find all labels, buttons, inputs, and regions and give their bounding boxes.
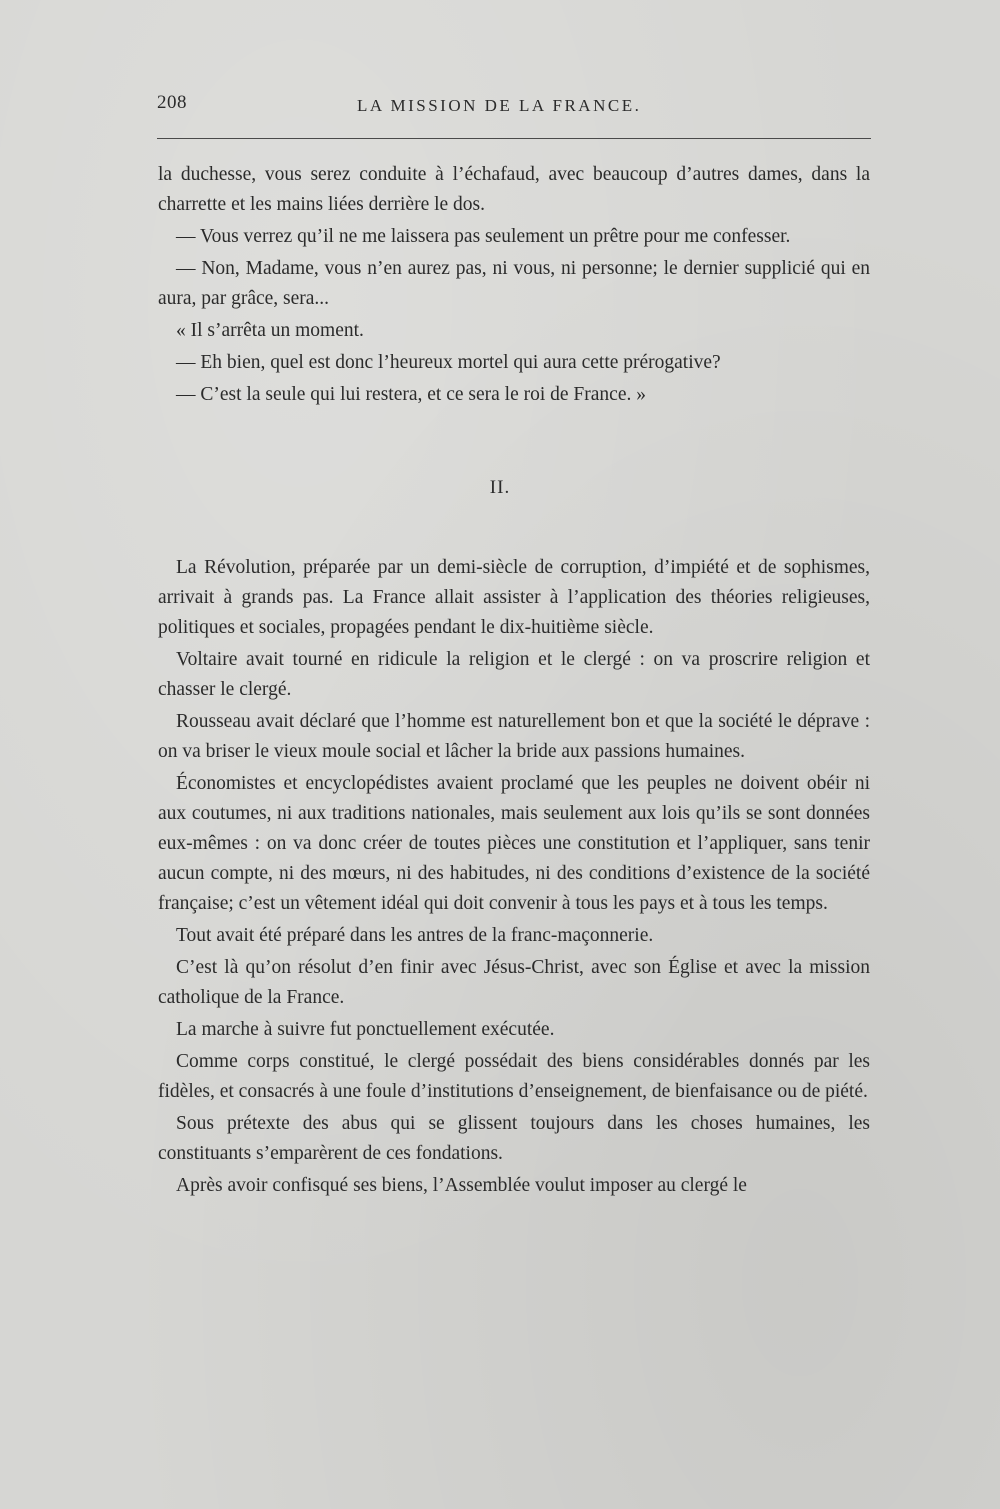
dialogue-paragraph: la duchesse, vous serez conduite à l’échafaud, avec beaucoup d’autres dames, dans la charrette et les mains liées derrière le dos.: [158, 164, 870, 215]
body-paragraph: La marche à suivre fut ponctuellement exécutée.: [176, 1019, 555, 1040]
dialogue-paragraph: — Eh bien, quel est donc l’heureux mortel qui aura cette prérogative?: [176, 352, 721, 373]
body-paragraph: Tout avait été préparé dans les antres de la franc-maçonnerie.: [176, 925, 654, 946]
body-paragraph: C’est là qu’on résolut d’en finir avec Jésus-Christ, avec son Église et avec la mission catholique de la France.: [158, 957, 870, 1008]
body-paragraph: Sous prétexte des abus qui se glissent toujours dans les choses humaines, les constituants s’emparèrent de ces fondations.: [158, 1113, 870, 1164]
body-paragraph: Rousseau avait déclaré que l’homme est naturellement bon et que la société le déprave : on va briser le vieux moule social et lâcher la bride aux passions humaines.: [158, 711, 870, 762]
section-body: [158, 553, 870, 1203]
header-rule: [157, 138, 871, 139]
page-number: 208: [157, 92, 187, 113]
body-paragraph: Après avoir confisqué ses biens, l’Assemblée voulut imposer au clergé le: [176, 1175, 747, 1196]
body-paragraph: Voltaire avait tourné en ridicule la religion et le clergé : on va proscrire religion et chasser le clergé.: [158, 649, 870, 700]
section-heading: II.: [489, 477, 511, 498]
dialogue-paragraph: — Vous verrez qu’il ne me laissera pas seulement un prêtre pour me confesser.: [176, 226, 791, 247]
running-title: LA MISSION DE LA FRANCE.: [357, 96, 642, 115]
dialogue-paragraph: — C’est la seule qui lui restera, et ce sera le roi de France. »: [176, 384, 646, 405]
dialogue-paragraph: — Non, Madame, vous n’en aurez pas, ni vous, ni personne; le dernier supplicié qui en aura, par grâce, sera...: [158, 258, 870, 309]
dialogue-paragraph: « Il s’arrêta un moment.: [176, 320, 364, 341]
page-header: [157, 92, 871, 122]
body-paragraph: Économistes et encyclopédistes avaient proclamé que les peuples ne doivent obéir ni aux coutumes, ni aux traditions nationales, mais seulement aux lois qu’ils se sont données eux-mêmes : on va donc créer de toutes pièces une constitution et l’appliquer, sans tenir aucun compte, ni des mœurs, ni des habitudes, ni des conditions d’existence de la société française; c’est un vêtement idéal qui doit convenir à tous les pays et à tous les temps.: [158, 773, 870, 914]
body-paragraph: Comme corps constitué, le clergé possédait des biens considérables donnés par les fidèles, et consacrés à une foule d’institutions d’enseignement, de bienfaisance ou de piété.: [158, 1051, 870, 1102]
continued-dialogue: [158, 160, 870, 412]
body-paragraph: La Révolution, préparée par un demi-siècle de corruption, d’impiété et de sophismes, arrivait à grands pas. La France allait assister à l’application des théories religieuses, politiques et sociales, propagées pendant le dix-huitième siècle.: [158, 557, 870, 638]
